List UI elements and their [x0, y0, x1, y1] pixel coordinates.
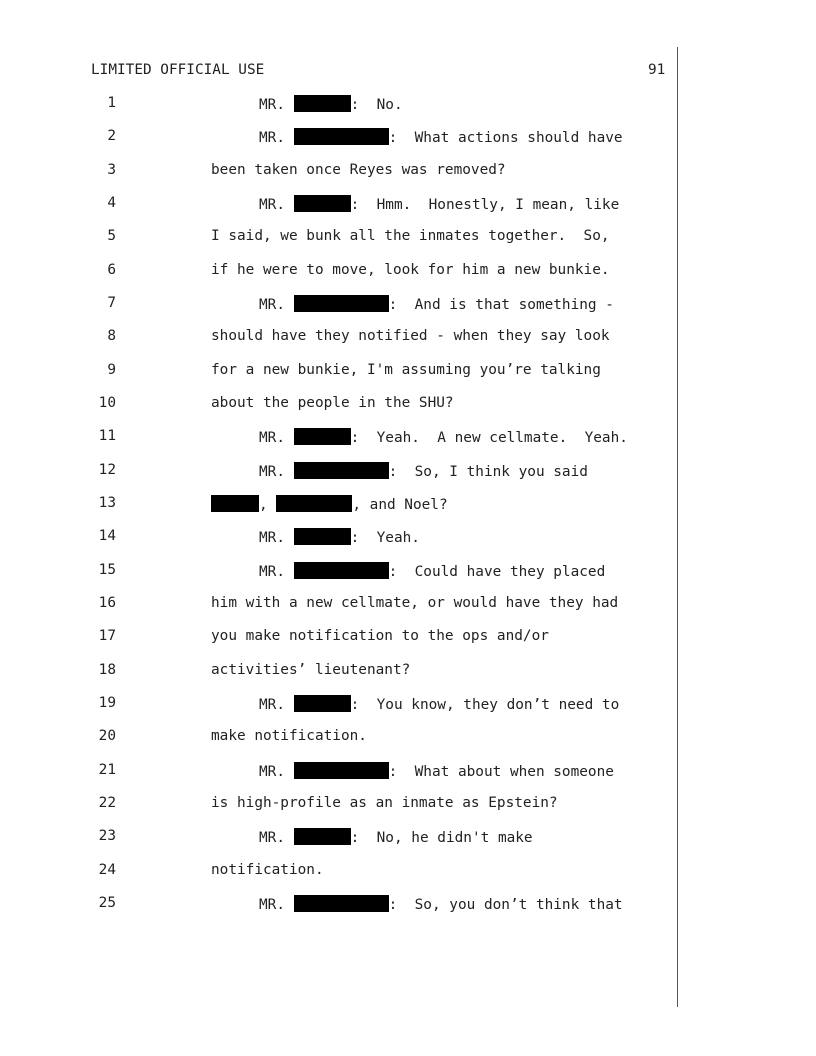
line-text: : What about when someone [388, 764, 614, 780]
redaction-block [294, 528, 351, 545]
transcript-line: should have they notified - when they say look [211, 328, 610, 344]
speaker-prefix: MR. [259, 764, 294, 780]
line-number: 12 [98, 462, 116, 478]
line-text: : And is that something - [388, 297, 614, 313]
transcript-line [259, 95, 403, 113]
line-number: 11 [98, 428, 116, 444]
line-number: 20 [98, 728, 116, 744]
transcript-line [259, 295, 614, 313]
line-number: 22 [98, 795, 116, 811]
line-number: 13 [98, 495, 116, 511]
line-text: : No, he didn't make [350, 830, 533, 846]
transcript-line [259, 528, 420, 546]
line-text: : Hmm. Honestly, I mean, like [350, 197, 620, 213]
line-text: : Yeah. [350, 530, 420, 546]
redaction-block [294, 762, 389, 779]
transcript-line: make notification. [211, 728, 367, 744]
transcript-line: is high-profile as an inmate as Epstein? [211, 795, 558, 811]
transcript-line [259, 762, 614, 780]
speaker-prefix: MR. [259, 564, 294, 580]
redaction-block [294, 295, 389, 312]
line-number: 10 [98, 395, 116, 411]
redaction-block [294, 428, 351, 445]
transcript-line [259, 462, 588, 480]
redaction-block [294, 828, 351, 845]
redaction-block [294, 695, 351, 712]
line-number: 24 [98, 862, 116, 878]
line-number: 16 [98, 595, 116, 611]
line-number: 17 [98, 628, 116, 644]
redaction-block [276, 495, 352, 512]
redaction-block [294, 562, 389, 579]
line-text: : Yeah. A new cellmate. Yeah. [350, 430, 628, 446]
line-number: 23 [98, 828, 116, 844]
transcript-line: if he were to move, look for him a new bunkie. [211, 262, 610, 278]
line-number: 3 [107, 162, 116, 178]
speaker-prefix: MR. [259, 197, 294, 213]
transcript-line [259, 828, 533, 846]
line-text: , [259, 497, 277, 513]
line-number: 9 [107, 362, 116, 378]
line-number: 5 [107, 228, 116, 244]
line-number: 4 [107, 195, 116, 211]
redaction-block [294, 895, 389, 912]
header-classification: LIMITED OFFICIAL USE [91, 62, 265, 78]
line-text: : You know, they don’t need to [350, 697, 620, 713]
redaction-block [294, 128, 389, 145]
line-text: , and Noel? [352, 497, 448, 513]
transcript-line: him with a new cellmate, or would have they had [211, 595, 619, 611]
line-text: : What actions should have [388, 130, 623, 146]
line-number: 2 [107, 128, 116, 144]
speaker-prefix: MR. [259, 530, 294, 546]
transcript-line: for a new bunkie, I'm assuming you’re talking [211, 362, 601, 378]
transcript-line: been taken once Reyes was removed? [211, 162, 506, 178]
line-number: 1 [107, 95, 116, 111]
line-number: 18 [98, 662, 116, 678]
speaker-prefix: MR. [259, 430, 294, 446]
transcript-line [259, 195, 619, 213]
speaker-prefix: MR. [259, 697, 294, 713]
transcript-line: I said, we bunk all the inmates together. So, [211, 228, 610, 244]
right-margin-rule [677, 47, 678, 1007]
transcript-line [259, 562, 605, 580]
line-number: 6 [107, 262, 116, 278]
line-number: 19 [98, 695, 116, 711]
redaction-block [294, 95, 351, 112]
line-number: 25 [98, 895, 116, 911]
line-text: : Could have they placed [388, 564, 606, 580]
transcript-line [211, 495, 448, 513]
transcript-line [259, 128, 623, 146]
speaker-prefix: MR. [259, 130, 294, 146]
line-number: 21 [98, 762, 116, 778]
line-text: : So, you don’t think that [388, 897, 623, 913]
line-number: 8 [107, 328, 116, 344]
redaction-block [294, 195, 351, 212]
speaker-prefix: MR. [259, 297, 294, 313]
transcript-line: about the people in the SHU? [211, 395, 454, 411]
line-number: 14 [98, 528, 116, 544]
speaker-prefix: MR. [259, 97, 294, 113]
speaker-prefix: MR. [259, 830, 294, 846]
line-text: : No. [350, 97, 403, 113]
redaction-block [294, 462, 389, 479]
line-number: 15 [98, 562, 116, 578]
transcript-line: activities’ lieutenant? [211, 662, 411, 678]
transcript-line [259, 428, 628, 446]
transcript-line [259, 695, 619, 713]
transcript-line [259, 895, 623, 913]
redaction-block [211, 495, 259, 512]
transcript-line: notification. [211, 862, 324, 878]
line-text: : So, I think you said [388, 464, 588, 480]
speaker-prefix: MR. [259, 464, 294, 480]
line-number: 7 [107, 295, 116, 311]
page-number: 91 [648, 62, 666, 78]
transcript-line: you make notification to the ops and/or [211, 628, 549, 644]
speaker-prefix: MR. [259, 897, 294, 913]
